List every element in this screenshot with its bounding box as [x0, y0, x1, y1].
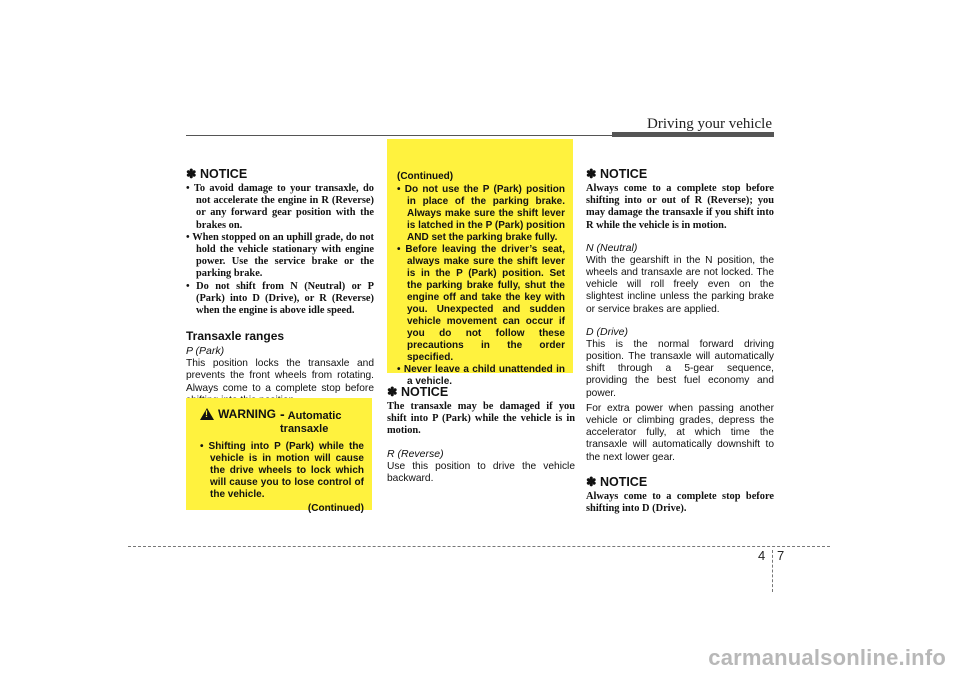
- chapter-number: 4: [758, 548, 766, 563]
- notice-list-item: • When stopped on an uphill grade, do not hold the vehicle stationary with engine power. Use the service brake or the parking brake.: [186, 232, 374, 281]
- warning-continued-list: [397, 184, 565, 388]
- header-rule-thin: [186, 135, 612, 136]
- warning-triangle-icon: [200, 408, 214, 420]
- column-2: [387, 384, 575, 485]
- warning-topic: - Automatic transaxle: [280, 406, 342, 435]
- watermark: carmanualsonline.info: [708, 645, 946, 670]
- notice-title: ✽ NOTICE: [186, 167, 248, 181]
- reverse-text: Use this position to drive the vehicle backward.: [387, 460, 575, 484]
- warning-list-item: • Do not use the P (Park) position in place of the parking brake. Always make sure the shift lever is latched in the P (Park) position AND set the parking brake fully.: [397, 184, 565, 244]
- warning-list-item: • Shifting into P (Park) while the vehicle is in motion will cause the drive wheels to lock which will cause you to lose control of the vehicle.: [200, 441, 364, 501]
- reverse-title: R (Reverse): [387, 447, 444, 460]
- warning-list: [200, 441, 364, 501]
- neutral-title: N (Neutral): [586, 241, 638, 254]
- column-3: [586, 166, 774, 515]
- notice-title: ✽ NOTICE: [586, 167, 648, 181]
- page-number-separator: [772, 550, 773, 592]
- notice-list-item: • To avoid damage to your transaxle, do not accelerate the engine in R (Reverse) or any forward gear position with the brakes on.: [186, 183, 374, 232]
- warning-title: [200, 407, 364, 435]
- page-number: 7: [777, 548, 785, 563]
- drive-text: This is the normal forward driving position. The transaxle will automatically shift through a 5-gear sequence, providing the best fuel economy and power.: [586, 338, 774, 399]
- section-title: Transaxle ranges: [186, 329, 285, 344]
- warning-list-item: • Never leave a child unattended in a vehicle.: [397, 364, 565, 388]
- page-header-title: Driving your vehicle: [647, 116, 772, 132]
- drive-title: D (Drive): [586, 325, 628, 338]
- warning-list-item: • Before leaving the driver’s seat, always make sure the shift lever is in the P (Park) position. Set the parking brake fully, shut the engine off and take the key with you. Unexpected and sudden vehicle movement can occur if you do not follow these precautions in the order specified.: [397, 244, 565, 364]
- notice-list: [186, 183, 374, 317]
- park-text: This position locks the transaxle and prevents the front wheels from rotating. Always come to a complete stop before: [186, 358, 374, 394]
- drive-text: For extra power when passing another vehicle or climbing grades, depress the accelerator fully, at which time the transaxle will automatically downshift to the next lower gear.: [586, 402, 774, 463]
- neutral-text: With the gearshift in the N position, the wheels and transaxle are not locked. The vehicle will roll freely even on the slightest incline unless the parking brake or service brakes are applied.: [586, 254, 774, 315]
- notice-text: The transaxle may be damaged if you shift into P (Park) while the vehicle is in motion.: [387, 401, 575, 437]
- column-1: [186, 166, 374, 407]
- continued-label: (Continued): [307, 503, 364, 514]
- notice-list-item: • Do not shift from N (Neutral) or P (Park) into D (Drive), or R (Reverse) when the engine is above idle speed.: [186, 281, 374, 318]
- notice-title: ✽ NOTICE: [387, 385, 449, 399]
- header-rule-thick: [612, 132, 774, 137]
- footer-rule: [128, 546, 830, 547]
- warning-word: WARNING: [218, 407, 276, 421]
- warning-box: [186, 398, 372, 514]
- continued-label: (Continued): [397, 171, 454, 182]
- warning-continued-box: [387, 139, 573, 387]
- park-title: P (Park): [186, 345, 225, 358]
- notice-title: ✽ NOTICE: [586, 474, 648, 489]
- notice-text: Always come to a complete stop before shifting into or out of R (Reverse); you may damage the transaxle if you shift into R while the vehicle is in motion.: [586, 183, 774, 231]
- notice-text: Always come to a complete stop before shifting into D (Drive).: [586, 490, 774, 515]
